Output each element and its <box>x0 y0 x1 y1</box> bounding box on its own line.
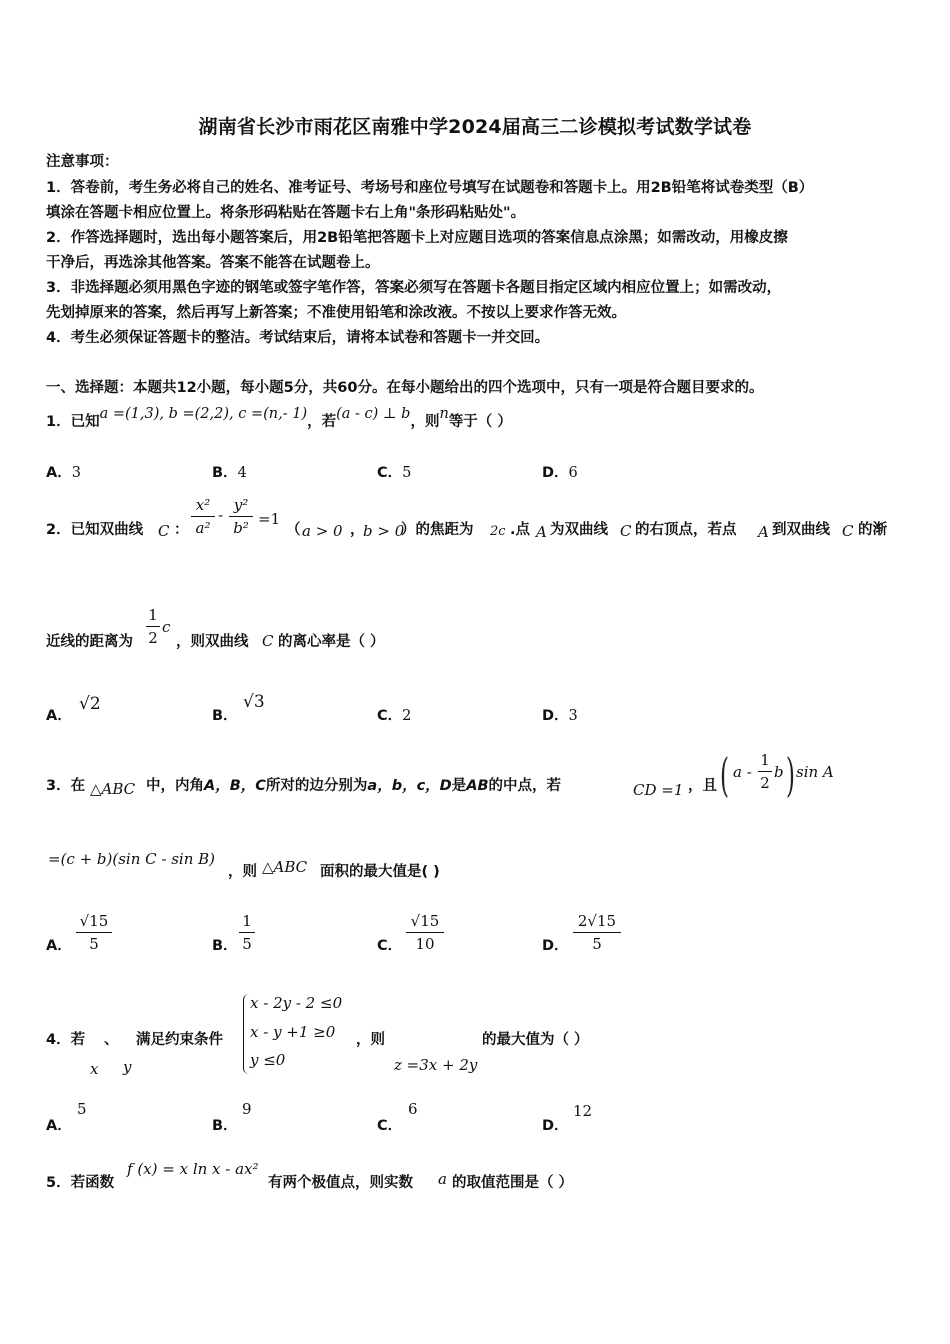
q3-line2-eq: =(c + b)(sin C - sin B) <box>48 850 216 868</box>
q2-curve-name: C <box>158 522 170 540</box>
q4-then: ，则 <box>356 1032 385 1048</box>
notice-line-7: 4．考生必须保证答题卡的整洁。考试结束后，请将本试卷和答题卡一并交回。 <box>46 330 550 346</box>
q1-vectors: a =(1,3), b =(2,2), c =(n,- 1) <box>99 406 308 422</box>
q2-line2-post2: 的离心率是（ ） <box>278 634 385 650</box>
q3-line2-triangle: △ABC <box>262 858 308 876</box>
q2-line2-prefix: 近线的距离为 <box>46 634 133 650</box>
q2-option-a-value: √2 <box>79 694 101 714</box>
q3-option-b[interactable]: B． <box>212 938 238 954</box>
q1-mid: ，若 <box>307 414 337 430</box>
q5-mid: 有两个极值点，则实数 <box>268 1175 413 1191</box>
q3-cd-cond: CD =1 <box>633 781 684 799</box>
q2-focal: 2c <box>490 524 506 539</box>
q3-angles: A，B，C <box>204 778 266 794</box>
q2-curve-name-2: C <box>620 522 632 540</box>
notice-line-6: 先划掉原来的答案，然后再写上新答案；不准使用铅笔和涂改液。不按以上要求作答无效。 <box>46 305 626 321</box>
q2-option-c[interactable]: C．2 <box>377 708 412 724</box>
q3-abs-b: b <box>774 763 784 781</box>
section-heading: 一、选择题：本题共12小题，每小题5分，共60分。在每小题给出的四个选项中，只有一项是符合题目要求的。 <box>46 380 764 396</box>
q2-cond-a: a > 0 <box>302 522 343 540</box>
q4-post: 的最大值为（ ） <box>482 1032 589 1048</box>
q2-option-c-value: 2 <box>402 708 412 724</box>
q2-minus: - <box>218 506 224 524</box>
notice-line-5: 3．非选择题必须用黑色字迹的钢笔或签字笔作答，答案必须写在答题卡各题目指定区域内相应位置上；如需改动， <box>46 280 782 296</box>
q1-option-a[interactable]: A．3 <box>46 465 81 481</box>
q3-abs-half: $\frac{1}{2}$ <box>758 749 772 794</box>
q2-half-c: c <box>162 618 171 636</box>
q2-option-b[interactable]: B． <box>212 708 238 724</box>
q2-dot: .点 <box>510 522 531 538</box>
q2-point-a: A <box>536 523 547 541</box>
q1-condition: (a - c) ⊥ b <box>336 406 411 422</box>
q4-cond-label: 满足约束条件 <box>136 1032 223 1048</box>
q4-system-brace <box>243 994 250 1074</box>
q4-var-x: x <box>90 1060 99 1078</box>
q3-option-d-value: $\frac{2√15}{5}$ <box>573 910 621 955</box>
notice-line-4: 干净后，再选涂其他答案。答案不能答在试题卷上。 <box>46 255 380 271</box>
q3-option-b-value: $\frac{1}{5}$ <box>239 910 255 955</box>
q2-option-d-value: 3 <box>568 708 578 724</box>
q3-line2-post2: 面积的最大值是( ) <box>320 864 440 880</box>
q1-var: n <box>439 406 449 422</box>
q4-option-b[interactable]: B． <box>212 1118 238 1134</box>
q4-constraint-1: x - 2y - 2 ≤0 <box>250 994 343 1012</box>
q4-var-y: y <box>123 1058 132 1076</box>
q2-paren-open: （ <box>286 522 301 538</box>
q4-option-c[interactable]: C． <box>377 1118 403 1134</box>
q3-option-a-value: $\frac{√15}{5}$ <box>76 910 112 955</box>
q2-option-d[interactable]: D．3 <box>542 708 578 724</box>
q4-option-b-value: 9 <box>242 1100 252 1118</box>
q3-segment: AB <box>466 778 489 794</box>
q2-half: $\frac{1}{2}$ <box>146 604 160 649</box>
q2-colon: ： <box>174 522 189 538</box>
q2-option-a[interactable]: A． <box>46 708 72 724</box>
q1-option-d[interactable]: D．6 <box>542 465 578 481</box>
q3-abs-a: a - <box>733 763 752 781</box>
q1-post: 等于（ ） <box>448 414 512 430</box>
q4-sep: 、 <box>104 1032 119 1048</box>
q3-option-a[interactable]: A． <box>46 938 72 954</box>
q4-constraint-3: y ≤0 <box>250 1051 286 1069</box>
q2-text-4: 的渐 <box>858 522 887 538</box>
q5-var-a: a <box>438 1170 447 1188</box>
page-title: 湖南省长沙市雨花区南雅中学2024届高三二诊模拟考试数学试卷 <box>198 116 752 138</box>
q4-option-a[interactable]: A． <box>46 1118 72 1134</box>
q1-option-a-value: 3 <box>71 465 81 481</box>
q5-post: 的取值范围是（ ） <box>452 1175 574 1191</box>
q2-point-a-2: A <box>758 523 769 541</box>
q2-prefix: 2．已知双曲线 <box>46 522 144 538</box>
notice-line-1: 1．答卷前，考生务必将自己的姓名、准考证号、考场号和座位号填写在试题卷和答题卡上。用2B铅笔将试卷类型（B） <box>46 180 814 196</box>
q2-text-2: 的右顶点，若点 <box>635 522 737 538</box>
q2-text-3: 到双曲线 <box>772 522 830 538</box>
q2-cond-sep: ， <box>350 522 365 538</box>
q3-option-d[interactable]: D． <box>542 938 569 954</box>
q3-line2-post: ，则 <box>228 864 257 880</box>
q2-line2-post: ，则双曲线 <box>176 634 249 650</box>
q3-sin-a: sin A <box>796 763 834 781</box>
q5-prefix: 5．若函数 <box>46 1175 115 1191</box>
q2-frac-y: $\frac{\text{y²}}{\text{b²}}$ <box>229 494 253 539</box>
q4-prefix: 4．若 <box>46 1032 86 1048</box>
q4-option-d-value: 12 <box>573 1102 593 1120</box>
q2-text-1: 为双曲线 <box>550 522 608 538</box>
q1-mid2: ，则 <box>410 414 440 430</box>
q2-cond-b: b > 0 <box>363 522 405 540</box>
q3-option-c-value: $\frac{√15}{10}$ <box>406 910 444 955</box>
q1-option-b-value: 4 <box>237 465 247 481</box>
notice-line-2: 填涂在答题卡相应位置上。将条形码粘贴在答题卡右上角"条形码粘贴处"。 <box>46 205 526 221</box>
q1-option-c[interactable]: C．5 <box>377 465 412 481</box>
q2-frac-x: $\frac{\text{x²}}{\text{a²}}$ <box>191 494 215 539</box>
q3-sides: a，b，c，D <box>367 778 452 794</box>
q3-abs-left: ( <box>720 748 729 802</box>
q3-and: ，且 <box>688 778 717 794</box>
q4-option-a-value: 5 <box>77 1100 87 1118</box>
notice-heading: 注意事项： <box>46 154 119 170</box>
q4-constraint-2: x - y +1 ≥0 <box>250 1023 336 1041</box>
q1-option-d-value: 6 <box>568 465 578 481</box>
q4-objective: z =3x + 2y <box>394 1056 478 1074</box>
q3-text-1: 中，内角A，B，C所对的边分别为a，b，c，D是AB的中点，若 <box>146 778 561 794</box>
q1-prefix: 1．已知 <box>46 414 100 430</box>
q2-focal-text: ）的焦距为 <box>401 522 474 538</box>
q4-option-c-value: 6 <box>408 1100 418 1118</box>
q3-option-c[interactable]: C． <box>377 938 403 954</box>
q2-eq: =1 <box>258 510 281 528</box>
q2-option-b-value: √3 <box>243 692 265 712</box>
q3-abs-right: ) <box>786 748 795 802</box>
question-1 <box>46 406 512 432</box>
q3-triangle: △ABC <box>90 780 136 798</box>
q1-option-b[interactable]: B．4 <box>212 465 247 481</box>
q5-function: f (x) = x ln x - ax² <box>127 1160 259 1178</box>
q4-option-d[interactable]: D． <box>542 1118 569 1134</box>
q3-prefix: 3．在 <box>46 778 86 794</box>
q2-curve-name-4: C <box>262 632 274 650</box>
notice-line-3: 2．作答选择题时，选出每小题答案后，用2B铅笔把答题卡上对应题目选项的答案信息点涂黑；如需改动，用橡皮擦 <box>46 230 788 246</box>
q2-curve-name-3: C <box>842 522 854 540</box>
q1-option-c-value: 5 <box>402 465 412 481</box>
